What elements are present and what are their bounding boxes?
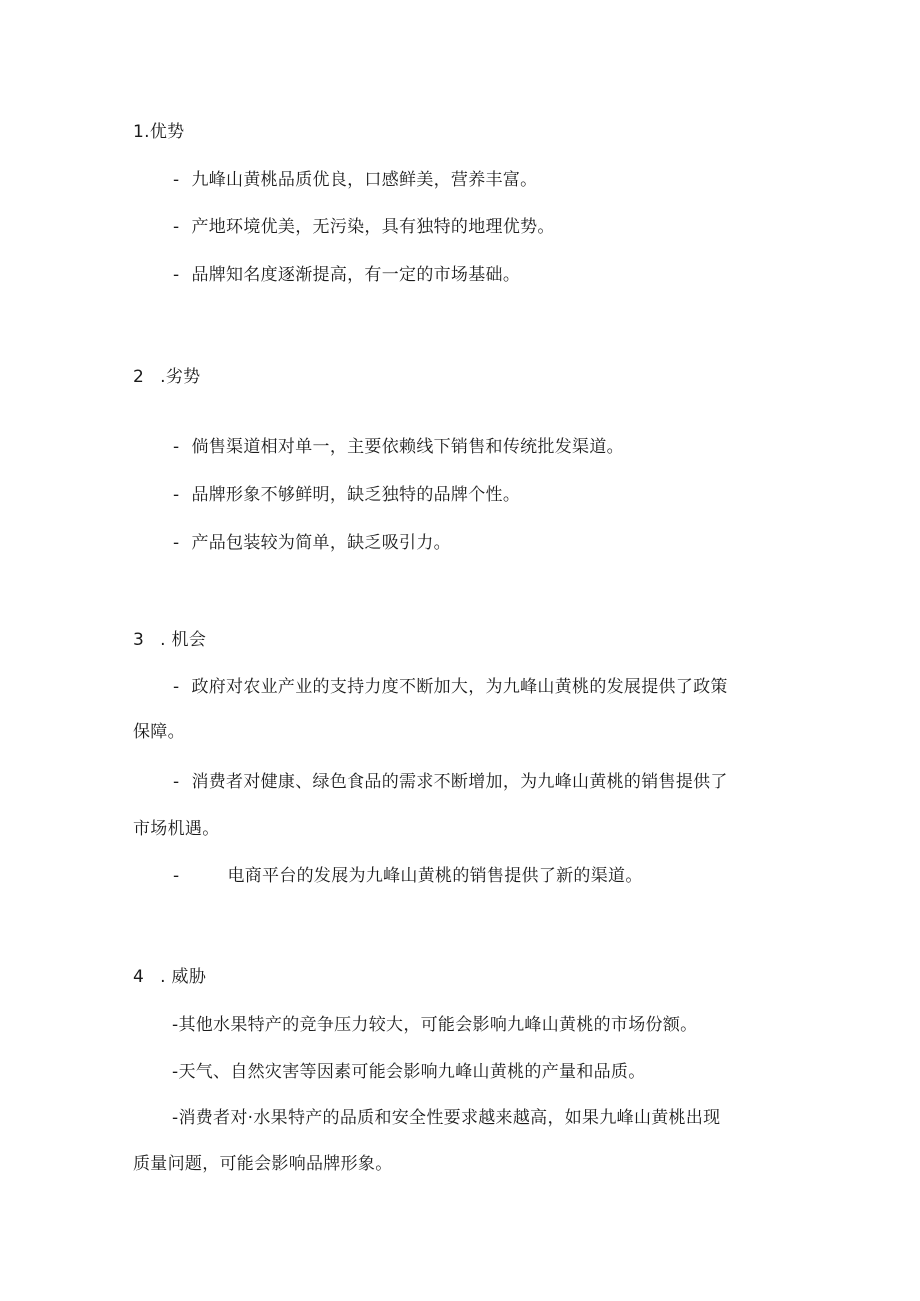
section-2-item-2 [173,484,520,506]
section-2-item-1 [173,436,624,458]
section-3-item-3 [173,865,643,887]
section-3-title: . 机会 [160,630,207,650]
item-text: 电商平台的发展为九峰山黄桃的销售提供了新的渠道。 [227,866,643,886]
section-4-heading [133,966,206,988]
section-2-heading [133,366,200,388]
item-text: 消费者对健康、绿色食品的需求不断增加，为九峰山黄桃的销售提供了 [191,772,728,792]
section-2-title: .劣势 [160,367,201,387]
item-text: 品牌知名度逐渐提高，有一定的市场基础。 [191,265,521,285]
bullet-dash: - [173,437,180,457]
section-4-item-2 [172,1061,646,1083]
section-3-number: 3 [133,630,145,650]
bullet-dash: - [173,485,180,505]
section-3-item-2-continued: 市场机遇。 [133,819,220,839]
section-3-heading [133,629,206,651]
section-4-item-3 [172,1107,720,1129]
item-text: 政府对农业产业的支持力度不断加大，为九峰山黄桃的发展提供了政策 [191,677,728,697]
section-3-item-1 [173,676,728,698]
bullet-dash: - [173,677,180,697]
section-4-item-1 [172,1014,697,1036]
item-text: 产地环境优美，无污染，具有独特的地理优势。 [191,217,555,237]
item-text: 倘售渠道相对单一，主要依赖线下销售和传统批发渠道。 [191,437,624,457]
item-text: 天气、自然灾害等因素可能会影响九峰山黄桃的产量和品质。 [178,1062,646,1082]
item-text: 产品包装较为简单，缺乏吸引力。 [191,533,451,553]
section-2-number: 2 [133,367,145,387]
section-3-item-2 [173,771,728,793]
section-3-item-1-continued: 保障。 [133,722,185,742]
bullet-dash: - [173,866,180,886]
section-1-number: 1. [133,122,150,142]
bullet-dash: - [173,533,180,553]
bullet-dash: - [172,1108,179,1128]
section-1-item-3 [173,264,520,286]
section-4-number: 4 [133,967,145,987]
bullet-dash: - [173,772,180,792]
bullet-dash: - [172,1015,179,1035]
item-text: 九峰山黄桃品质优良，口感鲜美，营养丰富。 [191,170,538,190]
bullet-dash: - [173,265,180,285]
section-1-title: 优势 [149,122,185,142]
bullet-dash: - [173,170,180,190]
bullet-dash: - [173,217,180,237]
item-text: 其他水果特产的竞争压力较大，可能会影响九峰山黄桃的市场份额。 [178,1015,698,1035]
section-1-item-2 [173,216,555,238]
section-1-heading [133,121,184,143]
section-4-title: . 威胁 [160,967,207,987]
section-4-item-3-continued: 质量问题，可能会影响品牌形象。 [133,1154,393,1174]
item-text: 消费者对·水果特产的品质和安全性要求越来越高，如果九峰山黄桃出现 [178,1108,721,1128]
section-2-item-3 [173,532,451,554]
section-1-item-1 [173,169,537,191]
item-text: 品牌形象不够鲜明，缺乏独特的品牌个性。 [191,485,521,505]
bullet-dash: - [172,1062,179,1082]
